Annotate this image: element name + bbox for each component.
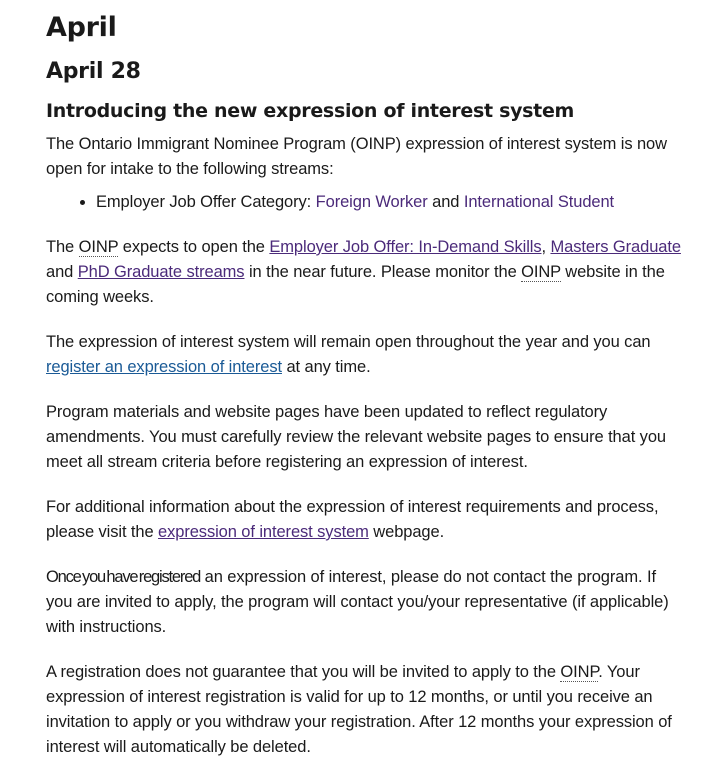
article-title: Introducing the new expression of interest system	[46, 100, 575, 122]
intro-paragraph: The Ontario Immigrant Nominee Program (OINP) expression of interest system is now open for intake to the following streams:	[46, 135, 667, 178]
international-student-link[interactable]: International Student	[463, 193, 615, 211]
date-heading: April 28	[46, 59, 141, 84]
oinp-abbreviation[interactable]: OINP	[78, 238, 119, 256]
text: The	[46, 238, 79, 256]
registration-validity-paragraph	[46, 660, 686, 760]
register-eoi-link[interactable]: register an expression of interest	[46, 358, 282, 376]
phd-graduate-link[interactable]: PhD Graduate streams	[77, 263, 245, 281]
text: at any time.	[281, 358, 371, 376]
program-materials-paragraph: Program materials and website pages have been updated to reflect regulatory amendments. You must carefully review the relevant website pages to ensure that you meet all stream criteria before registering an expression of interest.	[46, 403, 666, 471]
text: For additional information about the expression of interest requirements and process, please visit the	[46, 498, 659, 541]
text: expects to open the	[118, 238, 270, 256]
text: . Your expression of interest registration is valid for up to 12 months, or until you receive an invitation to apply or you withdraw your registration. After 12 months your expression of interest will automatically be deleted.	[46, 663, 672, 756]
text: The expression of interest system will remain open throughout the year and you can	[46, 333, 651, 351]
text: webpage.	[368, 523, 445, 541]
eoi-system-link[interactable]: expression of interest system	[158, 523, 369, 541]
list-item	[96, 190, 686, 215]
streams-list	[46, 190, 686, 215]
text: ,	[541, 238, 551, 256]
text: an expression of interest, please do not contact the program. If you are invited to apply, the program will contact you/your representative (if applicable) with instructions.	[46, 568, 669, 636]
text: in the near future. Please monitor the	[244, 263, 522, 281]
month-heading: April	[46, 12, 117, 43]
oinp-abbreviation[interactable]: OINP	[521, 263, 561, 281]
text: website in the coming weeks.	[46, 263, 665, 306]
masters-graduate-link[interactable]: Masters Graduate	[550, 238, 681, 256]
additional-info-paragraph	[46, 495, 686, 545]
open-year-round-paragraph	[46, 330, 686, 380]
upcoming-streams-paragraph	[46, 235, 686, 310]
stream-category-label: Employer Job Offer Category:	[96, 193, 316, 211]
list-joiner: and	[427, 193, 464, 211]
text: and	[46, 263, 78, 281]
in-demand-skills-link[interactable]: Employer Job Offer: In-Demand Skills	[269, 238, 542, 256]
oinp-abbreviation[interactable]: OINP	[560, 663, 599, 681]
text: A registration does not guarantee that you will be invited to apply to the	[46, 663, 561, 681]
do-not-contact-paragraph	[46, 565, 686, 640]
text: Once you have registered	[46, 568, 201, 586]
foreign-worker-link[interactable]: Foreign Worker	[315, 193, 428, 211]
